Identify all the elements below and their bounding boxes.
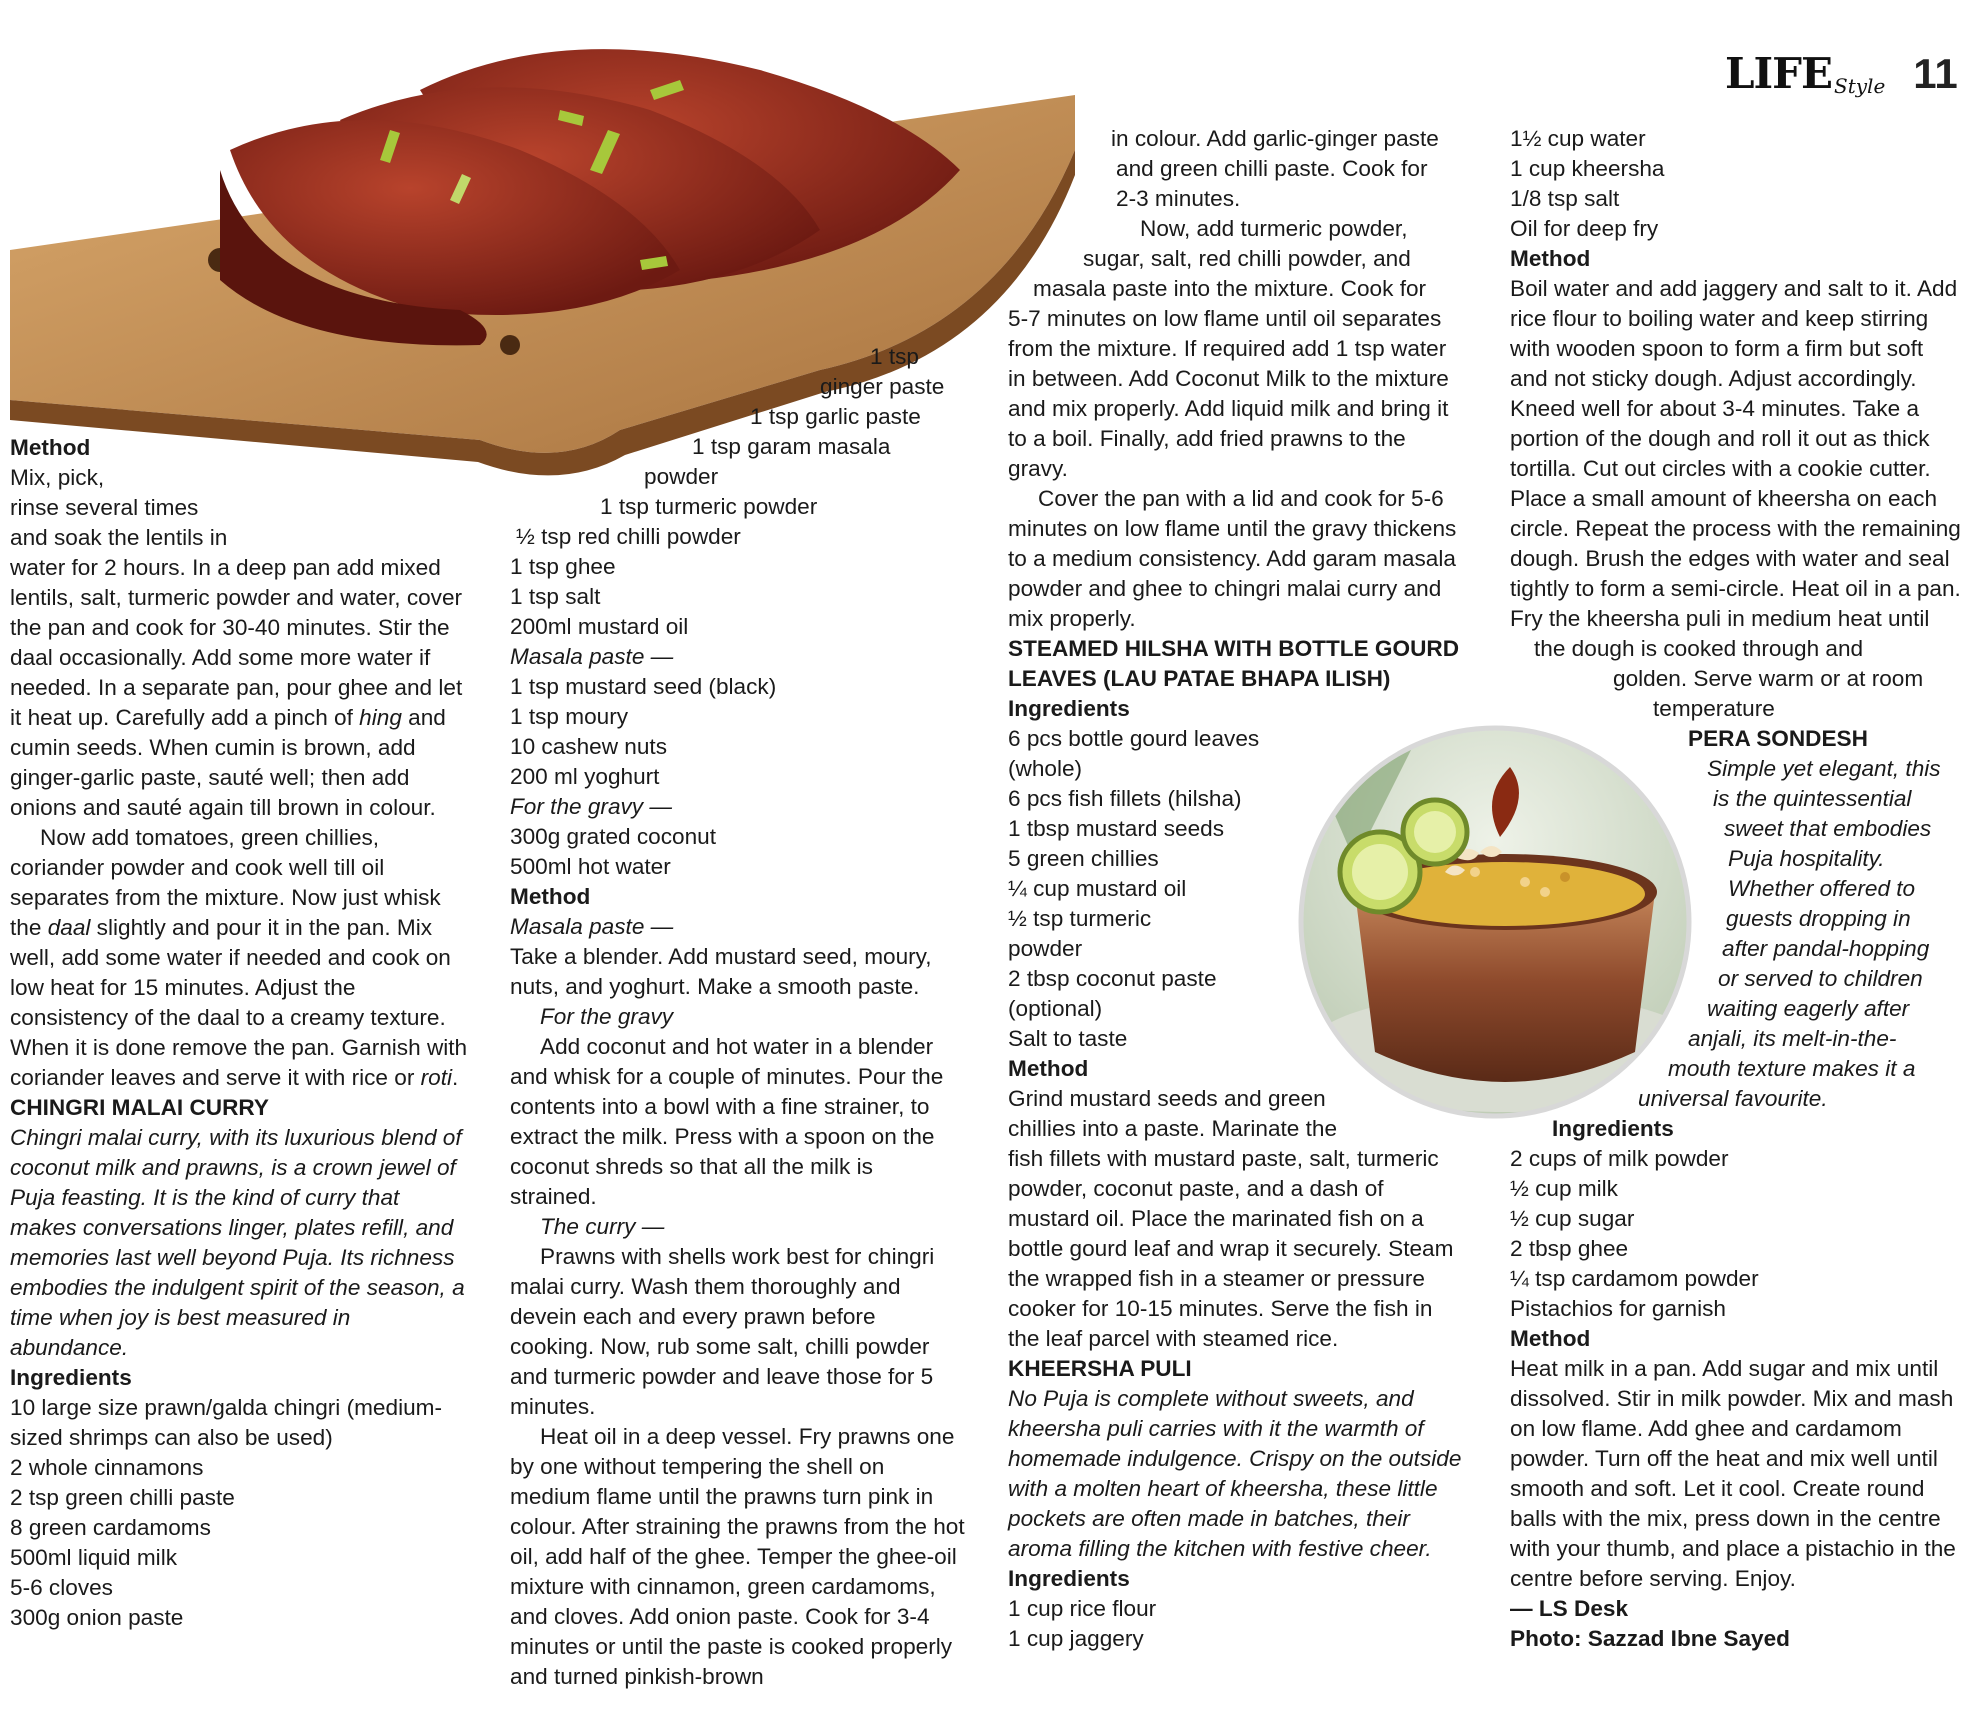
- gravy-label: For the gravy —: [510, 794, 672, 819]
- ingredient-item: 1½ cup water: [1510, 126, 1646, 151]
- ingredient-item: 500ml liquid milk: [10, 1545, 178, 1570]
- method-paragraph: Now add tomatoes, green chillies, coriander powder and cook well till oil separates from the mixture. Now just whisk the daal slightly and pour it in the pan. Mix well, add some water if needed and cook on low heat for 15 minutes. Adjust the consistency of the daal to a creamy texture. When it is done remove the pan. Garnish with coriander leaves and serve it with rice or roti.: [10, 825, 468, 1090]
- ingredient-item: 2 tbsp coconut paste: [1008, 966, 1217, 991]
- method-heading: Method: [510, 884, 591, 909]
- ingredient-item: 1 tsp salt: [510, 584, 601, 609]
- intro-line: anjali, its melt-in-the-: [1688, 1026, 1897, 1051]
- ingredient-item: 1 cup kheersha: [1510, 156, 1665, 181]
- ingredient-item: 1 tsp turmeric powder: [600, 494, 818, 519]
- text-line: Now, add turmeric powder,: [1140, 216, 1408, 241]
- masala-paste-label: Masala paste —: [510, 914, 674, 939]
- ingredients-heading: Ingredients: [1008, 696, 1130, 721]
- for-gravy-text: Add coconut and hot water in a blender and whisk for a couple of minutes. Pour the contents into a bowl with a fine strainer, to extract the milk. Press with a spoon on the coconut shreds so that all the milk is strained.: [510, 1034, 944, 1209]
- pera-sondesh-title: PERA SONDESH: [1688, 726, 1868, 751]
- ingredients-heading: Ingredients: [10, 1365, 132, 1390]
- ingredient-item: 200ml mustard oil: [510, 614, 689, 639]
- curry-label: The curry —: [540, 1214, 665, 1239]
- text-line: masala paste into the mixture. Cook for: [1033, 276, 1427, 301]
- ingredient-item: 5-6 cloves: [10, 1575, 113, 1600]
- masala-paste-text: Take a blender. Add mustard seed, moury, nuts, and yoghurt. Make a smooth paste.: [510, 944, 932, 999]
- ingredient-item: ¼ tsp cardamom powder: [1510, 1266, 1759, 1291]
- ingredient-item: 10 cashew nuts: [510, 734, 667, 759]
- column-2: [510, 552, 965, 1692]
- ingredient-item: 300g grated coconut: [510, 824, 717, 849]
- text-line: and green chilli paste. Cook for: [1116, 156, 1428, 181]
- ingredient-item: 200 ml yoghurt: [510, 764, 660, 789]
- intro-line: mouth texture makes it a: [1668, 1056, 1916, 1081]
- brand-logo: LIFE: [1725, 49, 1833, 98]
- ingredient-item: 1/8 tsp salt: [1510, 186, 1620, 211]
- ingredient-item: Salt to taste: [1008, 1026, 1128, 1051]
- kheersha-intro: No Puja is complete without sweets, and kheersha puli carries with it the warmth of homemade indulgence. Crispy on the outside with a molten heart of kheersha, these little pockets are often made in batches, their aroma filling the kitchen with festive cheer.: [1008, 1386, 1462, 1561]
- for-gravy-label: For the gravy: [540, 1004, 674, 1029]
- text-line: the dough is cooked through and: [1534, 636, 1864, 661]
- ingredient-item: 1 tsp ghee: [510, 554, 616, 579]
- method-heading: Method: [1008, 1056, 1089, 1081]
- method-heading: Method: [10, 435, 91, 460]
- intro-line: Whether offered to: [1728, 876, 1916, 901]
- text-line: chillies into a paste. Marinate the: [1008, 1116, 1338, 1141]
- masthead: [1725, 48, 1958, 98]
- curry-paragraph: Heat oil in a deep vessel. Fry prawns one by one without tempering the shell on medium flame until the prawns turn pink in colour. After straining the prawns from the hot oil, add half of the ghee. Temper the ghee-oil mixture with cinnamon, green cardamoms, and cloves. Add onion paste. Cook for 3-4 minutes or until the paste is cooked properly and turned pinkish-brown: [510, 1424, 965, 1689]
- ingredient-item: 2 whole cinnamons: [10, 1455, 204, 1480]
- ingredient-item: ½ tsp turmeric: [1008, 906, 1152, 931]
- intro-line: guests dropping in: [1726, 906, 1911, 931]
- method-line: Mix, pick,: [10, 465, 105, 490]
- ingredient-item: 500ml hot water: [510, 854, 671, 879]
- ingredient-item: 1 tsp: [870, 344, 919, 369]
- ingredient-item: 1 cup rice flour: [1008, 1596, 1157, 1621]
- ingredient-item: Pistachios for garnish: [1510, 1296, 1726, 1321]
- kheersha-puli-title: KHEERSHA PULI: [1008, 1356, 1192, 1381]
- intro-line: Puja hospitality.: [1728, 846, 1885, 871]
- ingredient-item: 8 green cardamoms: [10, 1515, 211, 1540]
- ingredient-item: ginger paste: [820, 374, 945, 399]
- intro-line: sweet that embodies: [1724, 816, 1932, 841]
- chingri-malai-curry-title: CHINGRI MALAI CURRY: [10, 1095, 269, 1120]
- ingredient-item: 1 tsp mustard seed (black): [510, 674, 777, 699]
- method-paragraph: fish fillets with mustard paste, salt, turmeric powder, coconut paste, and a dash of mustard oil. Place the marinated fish on a bottle gourd leaf and wrap it securely. Steam the wrapped fish in a steamer or pressure cooker for 10-15 minutes. Serve the fish in the leaf parcel with steamed rice.: [1008, 1146, 1454, 1351]
- ingredient-item: (whole): [1008, 756, 1083, 781]
- ingredient-item: 10 large size prawn/galda chingri (medium-sized shrimps can also be used): [10, 1395, 442, 1450]
- ingredient-item: 1 tsp garlic paste: [750, 404, 921, 429]
- ingredient-item: powder: [1008, 936, 1083, 961]
- text-line: sugar, salt, red chilli powder, and: [1083, 246, 1411, 271]
- method-line: and soak the lentils in: [10, 525, 228, 550]
- ingredient-item: powder: [644, 464, 719, 489]
- ingredient-item: 2 tsp green chilli paste: [10, 1485, 235, 1510]
- ingredient-item: 6 pcs bottle gourd leaves: [1008, 726, 1260, 751]
- ingredient-item: ½ tsp red chilli powder: [516, 524, 741, 549]
- ingredient-item: 1 tsp moury: [510, 704, 629, 729]
- intro-line: is the quintessential: [1713, 786, 1912, 811]
- method-paragraph: water for 2 hours. In a deep pan add mixed lentils, salt, turmeric powder and water, cover the pan and cook for 30-40 minutes. Stir the daal occasionally. Add some more water if needed. In a separate pan, pour ghee and let it heat up. Carefully add a pinch of hing and cumin seeds. When cumin is brown, add ginger-garlic paste, sauté well; then add onions and sauté again till brown in colour.: [10, 555, 463, 820]
- chingri-intro: Chingri malai curry, with its luxurious blend of coconut milk and prawns, is a crown jewel of Puja feasting. It is the kind of curry that makes conversations linger, plates refill, and memories last well beyond Puja. Its richness embodies the indulgent spirit of the season, a time when joy is best measured in abundance.: [10, 1125, 465, 1360]
- intro-line: Simple yet elegant, this: [1707, 756, 1941, 781]
- method-paragraph: Boil water and add jaggery and salt to it. Add rice flour to boiling water and keep stirring with wooden spoon to form a firm but soft and not sticky dough. Adjust accordingly. Kneed well for about 3-4 minutes. Take a portion of the dough and roll it out as thick tortilla. Cut out circles with a cookie cutter. Place a small amount of kheersha on each circle. Repeat the process with the remaining dough. Brush the edges with water and seal tightly to form a semi-circle. Heat oil in a pan. Fry the kheersha puli in medium heat until: [1510, 276, 1961, 631]
- text-line: in colour. Add garlic-ginger paste: [1111, 126, 1439, 151]
- method-paragraph: 5-7 minutes on low flame until oil separates from the mixture. If required add 1 tsp water in between. Add Coconut Milk to the mixture and mix properly. Add liquid milk and bring it to a boil. Finally, add fried prawns to the gravy.: [1008, 306, 1449, 481]
- curry-paragraph: Prawns with shells work best for chingri malai curry. Wash them thoroughly and devein each and every prawn before cooking. Now, rub some salt, chilli powder and turmeric powder and leave those for 5 minutes.: [510, 1244, 935, 1419]
- ingredients-heading: Ingredients: [1552, 1116, 1674, 1141]
- intro-line: universal favourite.: [1638, 1086, 1828, 1111]
- ingredient-item: (optional): [1008, 996, 1103, 1021]
- intro-line: waiting eagerly after: [1707, 996, 1910, 1021]
- method-heading: Method: [1510, 246, 1591, 271]
- text-line: Grind mustard seeds and green: [1008, 1086, 1326, 1111]
- brand-logo-style: Style: [1834, 74, 1886, 98]
- ingredient-item: 6 pcs fish fillets (hilsha): [1008, 786, 1242, 811]
- byline: — LS Desk: [1510, 1596, 1629, 1621]
- text-line: temperature: [1653, 696, 1775, 721]
- ingredient-item: 2 cups of milk powder: [1510, 1146, 1729, 1171]
- daal-bowl-photo: [1295, 722, 1695, 1122]
- ingredient-item: Oil for deep fry: [1510, 216, 1659, 241]
- ingredient-item: ¼ cup mustard oil: [1008, 876, 1187, 901]
- ingredient-item: 300g onion paste: [10, 1605, 184, 1630]
- masala-label: Masala paste —: [510, 644, 674, 669]
- ingredients-heading: Ingredients: [1008, 1566, 1130, 1591]
- page-number: 11: [1913, 50, 1958, 97]
- ingredient-item: 5 green chillies: [1008, 846, 1159, 871]
- method-paragraph: Heat milk in a pan. Add sugar and mix until dissolved. Stir in milk powder. Mix and mash on low flame. Add ghee and cardamom powder. Turn off the heat and mix well until smooth and soft. Let it cool. Create round balls with the mix, press down in the centre with your thumb, and place a pistachio in the centre before serving. Enjoy.: [1510, 1356, 1956, 1591]
- column-1: [10, 433, 468, 1633]
- hilsha-title: STEAMED HILSHA WITH BOTTLE GOURD LEAVES (LAU PATAE BHAPA ILISH): [1008, 636, 1460, 691]
- ingredient-item: 2 tbsp ghee: [1510, 1236, 1629, 1261]
- method-heading: Method: [1510, 1326, 1591, 1351]
- ingredient-item: ½ cup sugar: [1510, 1206, 1635, 1231]
- photo-credit: Photo: Sazzad Ibne Sayed: [1510, 1626, 1790, 1651]
- text-line: 2-3 minutes.: [1116, 186, 1241, 211]
- method-line: rinse several times: [10, 495, 199, 520]
- ingredient-item: ½ cup milk: [1510, 1176, 1618, 1201]
- column-2-top: [510, 342, 955, 552]
- ingredient-item: 1 cup jaggery: [1008, 1626, 1144, 1651]
- intro-line: after pandal-hopping: [1722, 936, 1930, 961]
- ingredient-item: 1 tsp garam masala: [692, 434, 891, 459]
- ingredient-item: 1 tbsp mustard seeds: [1008, 816, 1225, 841]
- method-paragraph: Cover the pan with a lid and cook for 5-6 minutes on low flame until the gravy thickens to a medium consistency. Add garam masala powder and ghee to chingri malai curry and mix properly.: [1008, 486, 1457, 631]
- intro-line: or served to children: [1718, 966, 1923, 991]
- text-line: golden. Serve warm or at room: [1613, 666, 1924, 691]
